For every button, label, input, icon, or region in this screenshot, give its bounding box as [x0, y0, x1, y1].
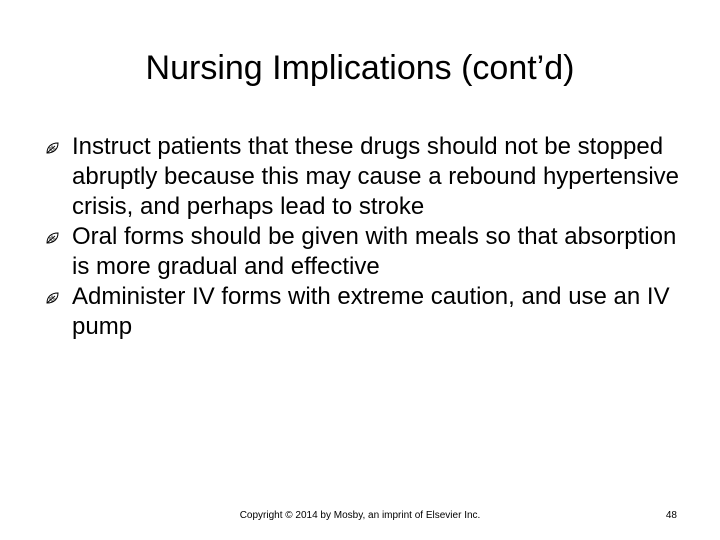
bullet-item [46, 132, 686, 222]
footer-copyright: Copyright © 2014 by Mosby, an imprint of Elsevier Inc. [239, 510, 481, 521]
bullet-text: Administer IV forms with extreme caution, and use an IV pump [72, 283, 670, 340]
leaf-bullet-icon [46, 232, 59, 244]
bullet-list [46, 132, 686, 342]
bullet-item [46, 282, 686, 342]
leaf-bullet-icon [46, 292, 59, 304]
bullet-text: Instruct patients that these drugs should not be stopped abruptly because this may cause a rebound hypertensive crisis, and perhaps lead to stroke [72, 133, 680, 220]
page-number: 48 [665, 510, 677, 521]
bullet-item [46, 222, 686, 282]
slide-title: Nursing Implications (cont’d) [145, 49, 575, 87]
leaf-bullet-icon [46, 142, 59, 154]
bullet-text: Oral forms should be given with meals so that absorption is more gradual and effective [72, 223, 677, 280]
